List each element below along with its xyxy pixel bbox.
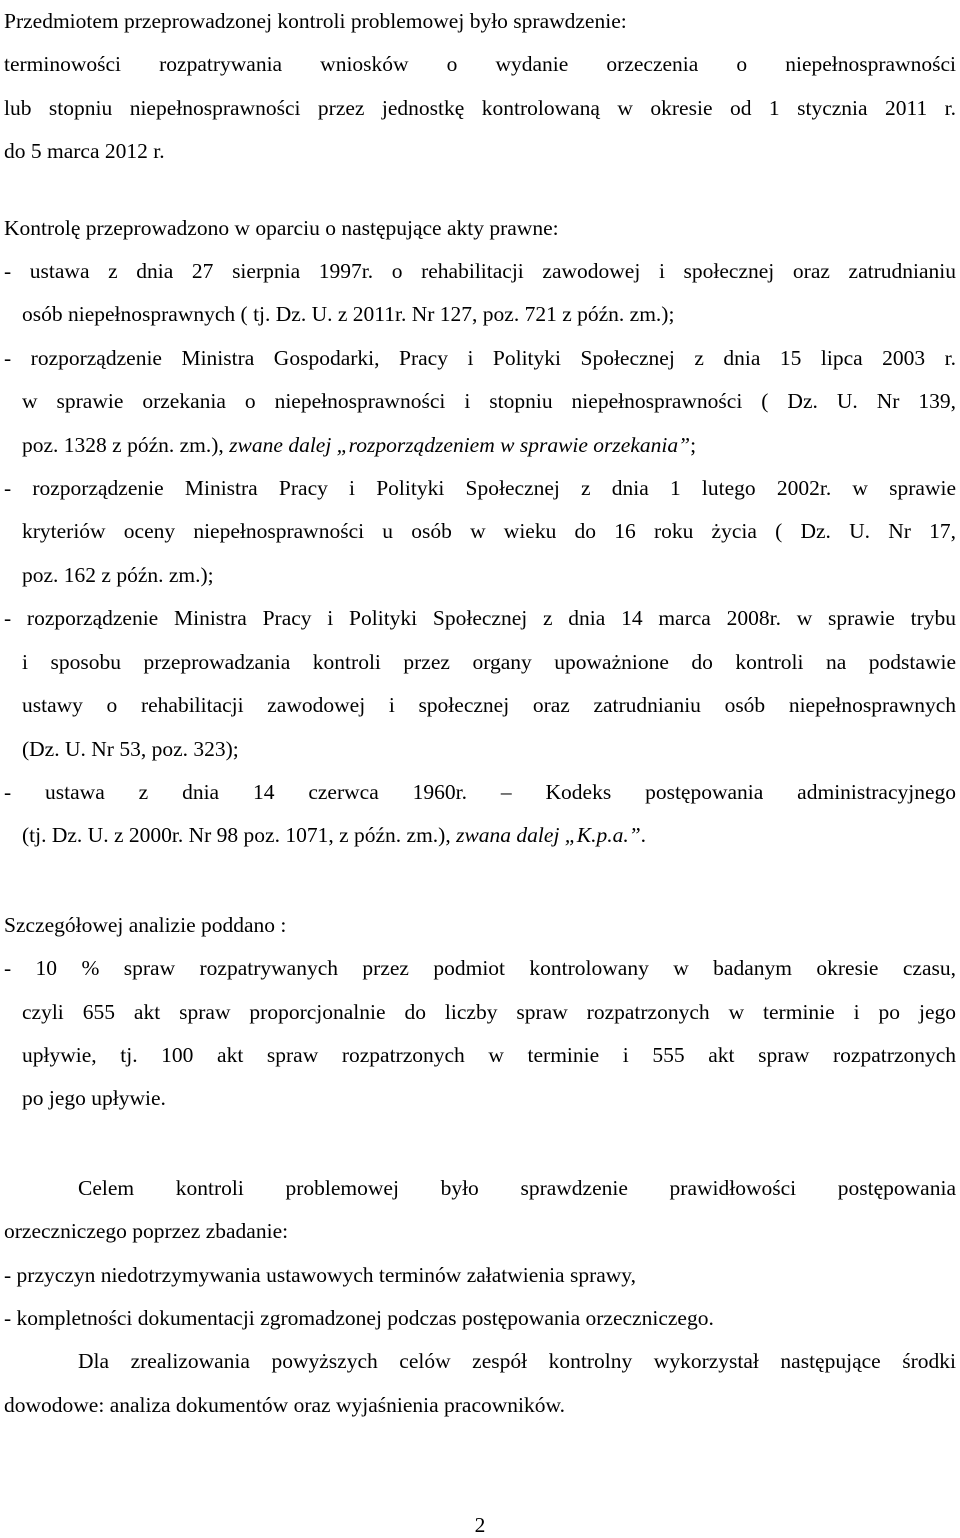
intro-line-3: do 5 marca 2012 r. [4,139,165,164]
act-5-alias: zwana dalej „K.p.a.” [450,823,641,848]
intro-line-2: lub stopniu niepełnosprawności przez jednostkę kontrolowaną w okresie od 1 stycznia 2011 r. [4,95,956,120]
evidence-line-2: dowodowe: analiza dokumentów oraz wyjaśnienia pracowników. [4,1392,566,1417]
intro-line-1: terminowości rozpatrywania wniosków o wydanie orzeczenia o niepełnosprawności [4,52,956,77]
act-2-line-2: w sprawie orzekania o niepełnosprawności i stopniu niepełnosprawności ( Dz. U. Nr 139, [22,389,956,414]
act-5-end: . [640,823,647,848]
act-2-alias: zwane dalej „rozporządzeniem w sprawie orzekania” [223,432,691,457]
goal-line-2: orzeczniczego poprzez zbadanie: [4,1219,289,1244]
analysis-line-2: czyli 655 akt spraw proporcjonalnie do liczby spraw rozpatrzonych w terminie i po jego [22,999,956,1024]
acts-heading: Kontrolę przeprowadzono w oparciu o następujące akty prawne: [4,215,559,240]
act-2-end: ; [690,432,697,457]
goal-item-2: - kompletności dokumentacji zgromadzonej podczas postępowania orzeczniczego. [4,1305,714,1330]
act-5-line-1: - ustawa z dnia 14 czerwca 1960r. – Kodeks postępowania administracyjnego [4,779,956,804]
analysis-line-3: upływie, tj. 100 akt spraw rozpatrzonych w terminie i 555 akt spraw rozpatrzonych [22,1042,956,1067]
act-5-citation: (tj. Dz. U. z 2000r. Nr 98 poz. 1071, z późn. zm.), [22,823,451,848]
act-2-citation: poz. 1328 z późn. zm.), [22,432,224,457]
analysis-line-1: - 10 % spraw rozpatrywanych przez podmiot kontrolowany w badanym okresie czasu, [4,956,956,981]
act-3-line-3: poz. 162 z późn. zm.); [22,562,214,587]
analysis-heading: Szczegółowej analizie poddano : [4,912,287,937]
act-4-line-4: (Dz. U. Nr 53, poz. 323); [22,736,239,761]
act-4-line-3: ustawy o rehabilitacji zawodowej i społecznej oraz zatrudnianiu osób niepełnosprawnych [22,693,956,718]
act-4-line-1: - rozporządzenie Ministra Pracy i Polityki Społecznej z dnia 14 marca 2008r. w sprawie trybu [4,606,956,631]
act-1-line-1: - ustawa z dnia 27 sierpnia 1997r. o rehabilitacji zawodowej i społecznej oraz zatrudnianiu [4,259,956,284]
document-body [4,0,956,1427]
act-2-line-3 [4,424,956,467]
act-3-line-1: - rozporządzenie Ministra Pracy i Polityki Społecznej z dnia 1 lutego 2002r. w sprawie [4,476,956,501]
act-1-line-2: osób niepełnosprawnych ( tj. Dz. U. z 2011r. Nr 127, poz. 721 z późn. zm.); [22,302,675,327]
act-2-line-1: - rozporządzenie Ministra Gospodarki, Pracy i Polityki Społecznej z dnia 15 lipca 2003 r. [4,345,956,370]
analysis-line-4: po jego upływie. [22,1086,166,1111]
act-5-line-2 [4,814,956,857]
page-number: 2 [474,1513,486,1537]
act-4-line-2: i sposobu przeprowadzania kontroli przez organy upoważnione do kontroli na podstawie [22,649,956,674]
goal-item-1: - przyczyn niedotrzymywania ustawowych terminów załatwienia sprawy, [4,1262,637,1287]
act-3-line-2: kryteriów oceny niepełnosprawności u osób w wieku do 16 roku życia ( Dz. U. Nr 17, [22,519,956,544]
evidence-line-1: Dla zrealizowania powyższych celów zespół kontrolny wykorzystał następujące środki [78,1349,956,1374]
intro-heading: Przedmiotem przeprowadzonej kontroli problemowej było sprawdzenie: [4,9,627,33]
goal-line-1: Celem kontroli problemowej było sprawdzenie prawidłowości postępowania [78,1175,956,1200]
